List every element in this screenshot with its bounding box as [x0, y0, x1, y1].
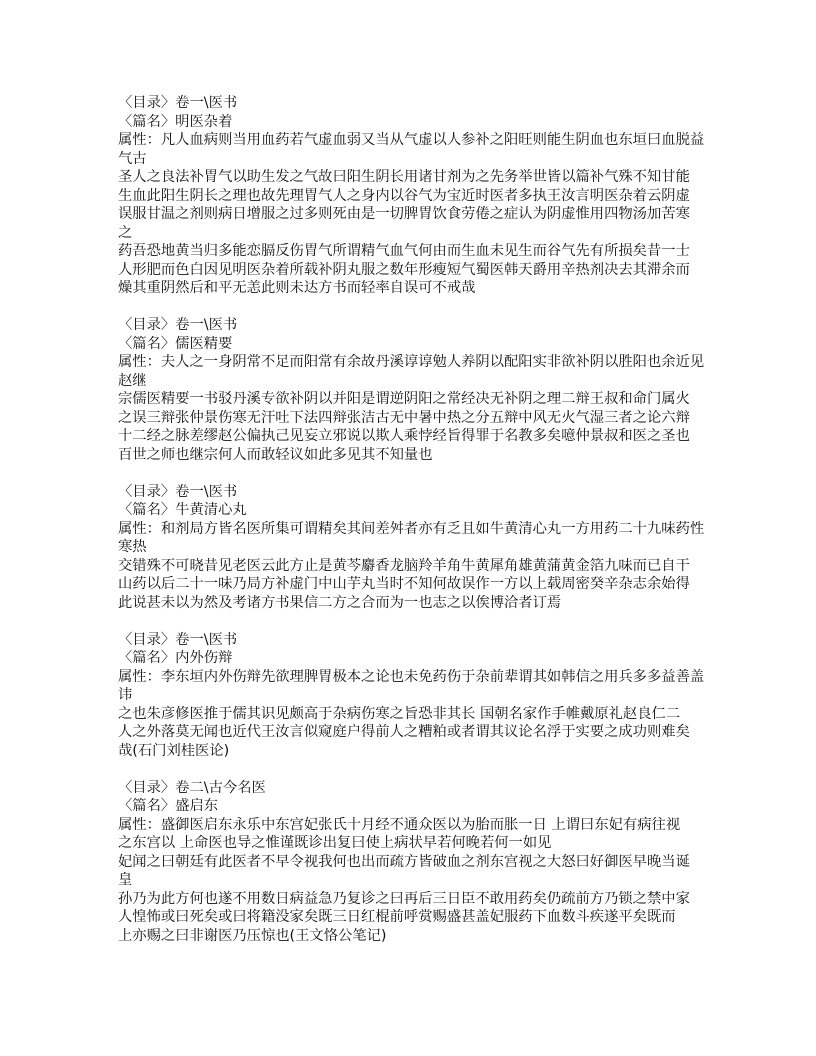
text-line: 宗儒医精要一书驳丹溪专欲补阴以并阳是谓逆阴阳之常经决无补阴之理二辩王叔和命门属火	[118, 391, 690, 407]
text-line: 人形肥而色白因见明医杂着所载补阴丸服之数年形瘦短气蜀医韩天爵用辛热剂决去其滞余而	[118, 261, 690, 278]
text-line: 交错殊不可晓昔见老医云此方止是黄芩麝香龙脑羚羊角牛黄犀角雄黄蒲黄金箔九味而已自干	[118, 557, 690, 574]
text-line: 皇	[118, 872, 133, 888]
title-line: 〈篇名〉儒医精要	[118, 335, 233, 352]
text-line: 药吾恐地黄当归多能恋膈反伤胃气所谓精气血气何由而生血未见生而谷气先有所损矣昔一士	[118, 243, 690, 259]
catalog-line: 〈目录〉卷一\医书	[118, 483, 238, 500]
text-line: 之东宫以 上命医也导之惟谨既诊出复曰使上病状早若何晚若何一如见	[118, 835, 552, 851]
text-line: 人惶怖或曰死矣或曰将籍没家矣既三日红棍前呼赏赐盛甚盖妃服药下血数斗疾遂平矣既而	[118, 909, 676, 925]
text-line: 属性：和剂局方皆名医所集可谓精矣其间差舛者亦有乏且如牛黄清心丸一方用药二十九味药性	[118, 520, 705, 537]
text-line: 属性：盛御医启东永乐中东宫妃张氏十月经不通众医以为胎而胀一日 上谓曰东妃有病往视	[118, 816, 681, 833]
text-line: 百世之师也继宗何人而敢轻议如此多见其不知量也	[118, 446, 433, 463]
text-line: 圣人之良法补胃气以助生发之气故曰阳生阴长用诸甘剂为之先务举世皆以篇补气殊不知甘能	[118, 169, 690, 185]
title-line: 〈篇名〉牛黄清心丸	[118, 502, 247, 518]
catalog-line: 〈目录〉卷一\医书	[118, 317, 238, 333]
entry-section	[118, 483, 718, 613]
entry-section	[118, 316, 718, 464]
catalog-line: 〈目录〉卷一\医书	[118, 631, 238, 648]
text-line: 哉(石门刘桂医论)	[118, 742, 230, 759]
catalog-line: 〈目录〉卷二\古今名医	[118, 779, 266, 796]
text-line: 生血此阳生阴长之理也故先理胃气人之身内以谷气为宝近时医者多执王汝言明医杂着云阴虚	[118, 187, 690, 204]
title-line: 〈篇名〉盛启东	[118, 798, 219, 814]
text-line: 妃闻之曰朝廷有此医者不早令视我何也出而疏方皆破血之剂东宫视之大怒曰好御医早晚当诞	[118, 853, 690, 870]
text-line: 人之外落莫无闻也近代王汝言似窥庭户得前人之糟粕或者谓其议论名浮于实要之成功则难矣	[118, 724, 690, 740]
entry-section	[118, 779, 718, 946]
text-line: 孙乃为此方何也遂不用数日病益急乃复诊之曰再后三日臣不敢用药矣仍疏前方乃锁之禁中家	[118, 890, 690, 907]
entry-section	[118, 94, 718, 298]
catalog-line: 〈目录〉卷一\医书	[118, 95, 238, 111]
text-line: 之	[118, 224, 133, 241]
title-line: 〈篇名〉内外伤辩	[118, 650, 233, 666]
text-line: 赵继	[118, 372, 147, 389]
text-line: 此说甚未以为然及考诸方书果信二方之合而为一也志之以俟博洽者订焉	[118, 594, 562, 611]
text-line: 之也朱彦修医推于儒其识见颇高于杂病伤寒之旨恐非其长 国朝名家作手帷戴原礼赵良仁二	[118, 705, 681, 722]
text-line: 山药以后二十一味乃局方补虚门中山芋丸当时不知何故误作一方以上载周密癸辛杂志余始得	[118, 576, 690, 592]
text-line: 之误三辩张仲景伤寒无汗吐下法四辩张洁古无中暑中热之分五辩中风无火气湿三者之论六辩	[118, 409, 690, 426]
text-line: 寒热	[118, 539, 147, 555]
text-line: 属性：夫人之一身阴常不足而阳常有余故丹溪谆谆勉人养阴以配阳实非欲补阴以胜阳也余近见	[118, 354, 705, 370]
text-line: 上亦赐之曰非谢医乃压惊也(王文恪公笔记)	[118, 927, 387, 944]
entry-section	[118, 631, 718, 761]
text-line: 十二经之脉差缪赵公偏执己见妄立邪说以欺人乘悖经旨得罪于名教多矣噫仲景叔和医之圣也	[118, 428, 690, 444]
text-line: 属性：凡人血病则当用血药若气虚血弱又当从气虚以人参补之阳旺则能生阴血也东垣曰血脱益	[118, 132, 705, 148]
text-line: 燥其重阴然后和平无恙此则未达方书而轻率自误可不戒哉	[118, 280, 476, 296]
text-line: 属性：李东垣内外伤辩先欲理脾胃极本之论也未免药伤于杂前辈谓其如韩信之用兵多多益善盖	[118, 668, 705, 685]
title-line: 〈篇名〉明医杂着	[118, 113, 233, 130]
document-page	[118, 94, 718, 964]
text-line: 讳	[118, 687, 133, 703]
text-line: 气古	[118, 150, 147, 167]
text-line: 误服甘温之剂则病日增服之过多则死由是一切脾胃饮食劳倦之症认为阴虚惟用四物汤加苦寒	[118, 206, 690, 222]
